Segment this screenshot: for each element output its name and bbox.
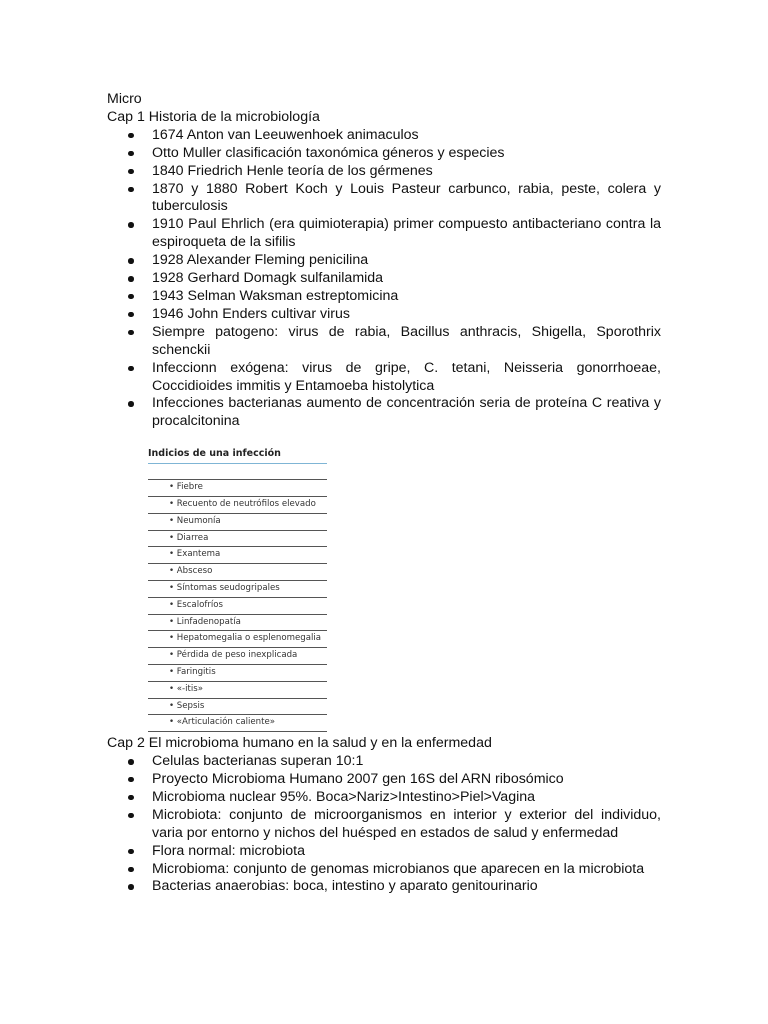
- table-row: • Recuento de neutrófilos elevado: [148, 497, 327, 514]
- list-item-text: Bacterias anaerobias: boca, intestino y aparato genitourinario: [152, 878, 538, 895]
- bullet-icon: [128, 312, 134, 318]
- bullet-icon: [128, 151, 134, 157]
- list-item: [107, 306, 661, 324]
- list-item: [107, 216, 661, 252]
- table-row: • «-itis»: [148, 682, 327, 699]
- list-item-text: Otto Muller clasificación taxonómica géneros y especies: [152, 144, 505, 161]
- list-item: [107, 771, 661, 789]
- document-page: [107, 91, 661, 896]
- bullet-icon: [128, 884, 134, 890]
- chapter-2-heading: Cap 2 El microbioma humano en la salud y en la enfermedad: [107, 735, 492, 752]
- table-row: • «Articulación caliente»: [148, 715, 327, 732]
- bullet-icon: [128, 258, 134, 264]
- list-item: [107, 395, 661, 431]
- bullet-icon: [128, 401, 134, 407]
- document-title: Micro: [107, 91, 142, 107]
- list-item: [107, 127, 661, 145]
- list-item-text: 1910 Paul Ehrlich (era quimioterapia) primer compuesto antibacteriano contra la espiroqueta de la sifilis: [152, 216, 661, 251]
- list-item-text: Microbioma: conjunto de genomas microbianos que aparecen en la microbiota: [152, 860, 645, 877]
- figure-table: [148, 479, 327, 732]
- list-item-text: 1674 Anton van Leeuwenhoek animaculos: [152, 126, 419, 143]
- figure-title: Indicios de una infección: [148, 447, 327, 464]
- chapter-2-list: [107, 753, 661, 896]
- infection-signs-figure: [148, 447, 327, 732]
- list-item-text: Celulas bacterianas superan 10:1: [152, 753, 364, 770]
- bullet-icon: [128, 330, 134, 336]
- bullet-icon: [128, 187, 134, 193]
- table-row: • Absceso: [148, 564, 327, 581]
- list-item-text: Microbioma nuclear 95%. Boca>Nariz>Intestino>Piel>Vagina: [152, 788, 536, 805]
- list-item: [107, 252, 661, 270]
- chapter-1-heading: Cap 1 Historia de la microbiología: [107, 108, 320, 125]
- list-item: [107, 843, 661, 861]
- list-item-text: 1870 y 1880 Robert Koch y Louis Pasteur carbunco, rabia, peste, colera y tuberculosis: [152, 180, 661, 215]
- table-row: • Neumonía: [148, 514, 327, 531]
- table-row: • Exantema: [148, 547, 327, 564]
- table-row: • Escalofríos: [148, 598, 327, 615]
- table-row: • Síntomas seudogripales: [148, 581, 327, 598]
- list-item-text: Infecciones bacterianas aumento de concentración seria de proteína C reativa y procalcitonina: [152, 395, 661, 430]
- list-item: [107, 163, 661, 181]
- bullet-icon: [128, 222, 134, 228]
- bullet-icon: [128, 867, 134, 873]
- list-item: [107, 145, 661, 163]
- bullet-icon: [128, 795, 134, 801]
- bullet-icon: [128, 133, 134, 139]
- table-row: • Fiebre: [148, 480, 327, 497]
- list-item: [107, 181, 661, 217]
- list-item-text: Proyecto Microbioma Humano 2007 gen 16S del ARN ribosómico: [152, 770, 564, 787]
- list-item-text: 1943 Selman Waksman estreptomicina: [152, 287, 399, 304]
- table-row: • Sepsis: [148, 699, 327, 716]
- table-row: • Diarrea: [148, 531, 327, 548]
- table-row: • Pérdida de peso inexplicada: [148, 648, 327, 665]
- list-item: [107, 324, 661, 360]
- table-row: • Faringitis: [148, 665, 327, 682]
- table-row: • Linfadenopatía: [148, 615, 327, 632]
- bullet-icon: [128, 849, 134, 855]
- list-item-text: Microbiota: conjunto de microorganismos en interior y exterior del individuo, varia por entorno y nichos del huésped en estados de salud y enfermedad: [152, 806, 661, 841]
- bullet-icon: [128, 366, 134, 372]
- list-item-text: Flora normal: microbiota: [152, 842, 305, 859]
- list-item: [107, 270, 661, 288]
- list-item: [107, 878, 661, 896]
- list-item-text: 1840 Friedrich Henle teoría de los gérmenes: [152, 162, 433, 179]
- list-item: [107, 807, 661, 843]
- list-item: [107, 288, 661, 306]
- bullet-icon: [128, 777, 134, 783]
- bullet-icon: [128, 294, 134, 300]
- list-item: [107, 753, 661, 771]
- chapter-1-list: [107, 127, 661, 431]
- list-item-text: Infeccionn exógena: virus de gripe, C. tetani, Neisseria gonorrhoeae, Coccidioides immitis y Entamoeba histolytica: [152, 359, 661, 394]
- bullet-icon: [128, 813, 134, 819]
- list-item-text: Siempre patogeno: virus de rabia, Bacillus anthracis, Shigella, Sporothrix schenckii: [152, 323, 661, 358]
- bullet-icon: [128, 759, 134, 765]
- list-item-text: 1928 Alexander Fleming penicilina: [152, 252, 369, 269]
- bullet-icon: [128, 276, 134, 282]
- list-item-text: 1946 John Enders cultivar virus: [152, 305, 350, 322]
- list-item-text: 1928 Gerhard Domagk sulfanilamida: [152, 270, 384, 287]
- list-item: [107, 360, 661, 396]
- bullet-icon: [128, 169, 134, 175]
- list-item: [107, 861, 661, 879]
- table-row: • Hepatomegalia o esplenomegalia: [148, 631, 327, 648]
- list-item: [107, 789, 661, 807]
